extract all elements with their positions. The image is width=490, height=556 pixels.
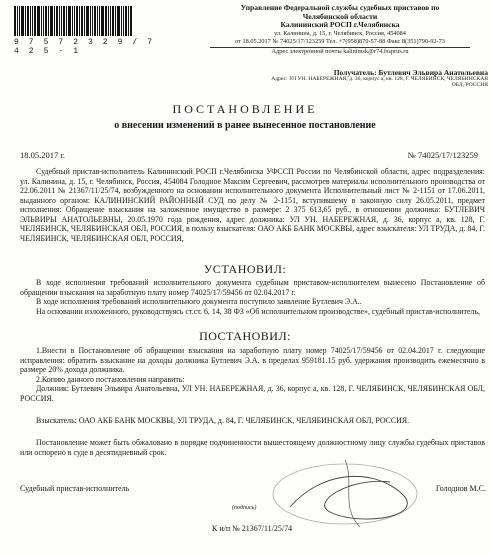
established-heading: УСТАНОВИЛ: xyxy=(203,262,287,276)
document-subtitle: о внесении изменений в ранее вынесенное постановление xyxy=(114,120,376,131)
resolved-section xyxy=(20,346,485,403)
preamble xyxy=(20,167,485,243)
signature-caption: (подпись) xyxy=(232,505,257,511)
resolved-p1: 1.Внести в Постановление об обращении взыскания на заработную плату номер 74025/17/59456 от 02.04.2017 г. следующие исправления: обратить взыскание на доходы должника Бутлевич Э.А. в пределах 959181.15 руб. удержания производить ежемесячно в размере 20% дохода должника. xyxy=(20,346,485,374)
established-p3: На основании изложенного, руководствуясь ст.ст. 6, 14, 38 ФЗ «Об исполнительном производстве», судебный пристав-исполнитель, xyxy=(36,306,480,316)
appeal-text: Постановление может быть обжаловано в порядке подчиненности вышестоящему должностному лицу службы судебных приставов или оспорено в суде в десятидневный срок. xyxy=(20,438,485,457)
signature-stamp xyxy=(250,452,460,532)
agency-line-2: Челябинской области xyxy=(302,11,378,21)
established-section xyxy=(20,278,485,316)
agency-email: Адрес электронной почты kalinimsk@r74.fssprus.ru xyxy=(210,47,470,57)
recipient-label: Получатель: Бутлевич Эльвира Анатольевна xyxy=(333,68,488,77)
preamble-text: Судебный пристав-исполнитель Калининский РОСП г.Челябинска УФССП России по Челябинской области, адрес подразделения: ул. Калинина, д. 15, г. Челябинск, Россия, 454084 Голодное Максим Сергеевич, рассмотрев материалы исполнительного производства от 22.06.2011 № 21367/11/25/74, возбужденного на основании исполнительного документа Исполнительный лист № 2-1151 от 17.06.2011, выданного органом: КАЛИНИНСКИЙ РАЙОННЫЙ СУД по делу № 2-1151, вступившему в законную силу 26.05.2011, предмет исполнения: Обращение взыскания на заложенное имущество в размере: 2 375 613,65 руб., в отношении должника: БУТЛЕВИЧ ЭЛЬВИРЫ АНАТОЛЬЕВНЫ, 20.05.1970 года рождения, адрес должника: УЛ УН. НАБЕРЕЖНАЯ, д. 36, корпус а, кв. 128, Г. ЧЕЛЯБИНСК, ЧЕЛЯБИНСКАЯ ОБЛ, РОССИЯ, в пользу взыскателя: ОАО АКБ БАНК МОСКВЫ, адрес взыскателя: УЛ ТРУДА, д. 84, Г. ЧЕЛЯБИНСК, ЧЕЛЯБИНСКАЯ ОБЛ, РОССИЯ, xyxy=(20,167,485,243)
recipient-address-1: Адрес: УЛ УН. НАБЕРЕЖНАЯ, д. 36, корпус а, кв. 128, Г. ЧЕЛЯБИНСК, ЧЕЛЯБИНСКАЯ xyxy=(271,76,488,83)
agency-line-1: Управление Федеральной службы судебных приставов по xyxy=(240,3,440,12)
agency-ref: от 18.05.2017 № 74025/17/123259 Тел. +7(958)870-57-88 Факс 8(351)790-92-73 xyxy=(235,38,445,46)
case-number: К и/п № 21367/11/25/74 xyxy=(212,524,293,533)
recipient-address-2: ОБЛ, РОССИЯ xyxy=(451,82,488,89)
claimant-section xyxy=(20,416,485,426)
resolved-p3: Должник: Бутлевич Эльвира Анатольевна, УЛ УН. НАБЕРЕЖНАЯ, д. 36, корпус а, кв. 128, Г. ЧЕЛЯБИНСК, ЧЕЛЯБИНСКАЯ ОБЛ, РОССИЯ. xyxy=(20,384,485,403)
signature-position: Судебный пристав-исполнитель xyxy=(20,484,130,493)
signature-name: Голоднов М.С. xyxy=(435,484,486,493)
agency-header xyxy=(190,4,490,57)
barcode xyxy=(14,6,154,36)
document-number: № 74025/17/123259 xyxy=(407,150,478,160)
resolved-p4: Взыскатель: ОАО АКБ БАНК МОСКВЫ, УЛ ТРУДА, д. 84, Г. ЧЕЛЯБИНСК, ЧЕЛЯБИНСКАЯ ОБЛ, РОССИЯ. xyxy=(36,416,410,425)
barcode-number: 9 7 5 7 2 3 2 9 / 7 4 2 5 - 1 xyxy=(14,38,155,56)
agency-line-3: Калининский РОСП г.Челябинска xyxy=(280,20,400,30)
document-title: ПОСТАНОВЛЕНИЕ xyxy=(172,102,318,116)
recipient-block xyxy=(188,70,488,89)
established-p2: В ходе исполнения требований исполнительного документа поступило заявление Бутлевич Э.А.. xyxy=(36,297,362,306)
resolved-heading: ПОСТАНОВИЛ: xyxy=(199,329,291,343)
resolved-p2: 2.Копию данного постановления направить: xyxy=(36,374,185,384)
agency-address: ул. Калинина, д. 15, г. Челябинск, Россия, 454084 xyxy=(274,29,406,37)
document-date: 18.05.2017 г. xyxy=(20,150,66,160)
established-p1: В ходе исполнения требований исполнительного документа судебным приставом-исполнителем вынесено Постановление об обращении взыскания на заработную плату номер 74025/17/59456 от 02.04.2017 г. xyxy=(20,278,485,297)
